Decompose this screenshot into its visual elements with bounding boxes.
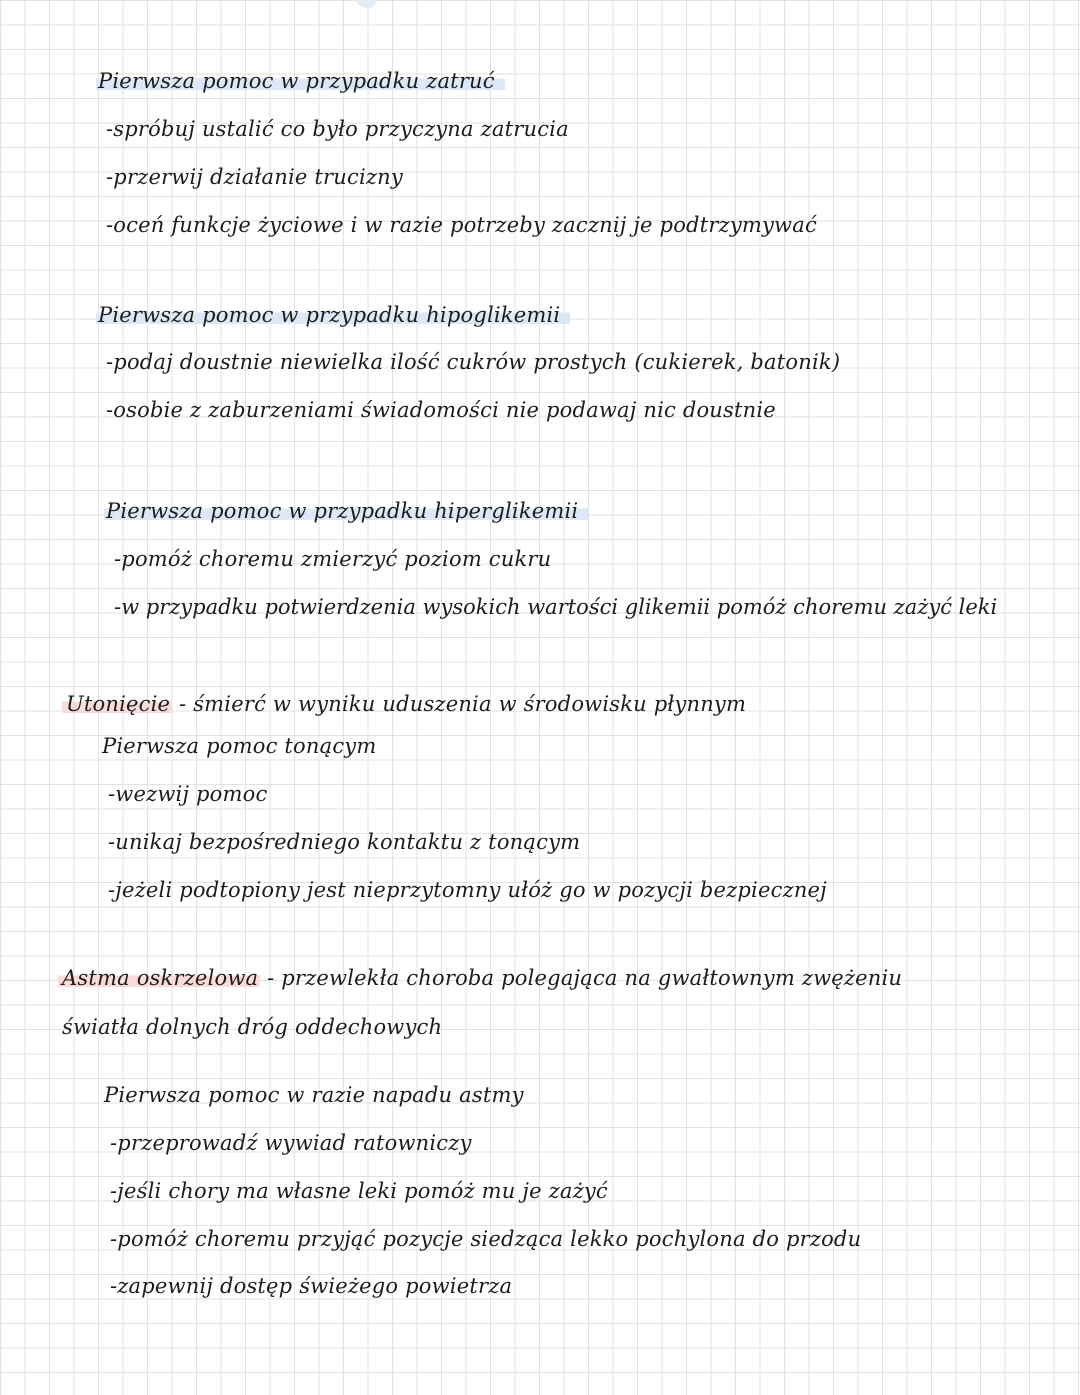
section-heading-drowning: Pierwsza pomoc tonącym bbox=[102, 734, 377, 758]
term-highlight: Utonięcie bbox=[62, 692, 172, 716]
decorative-dot bbox=[357, 0, 377, 8]
list-item: -unikaj bezpośredniego kontaktu z tonącym bbox=[108, 830, 581, 854]
list-item: -przeprowadź wywiad ratowniczy bbox=[110, 1131, 472, 1155]
section-heading-hyperglycemia bbox=[108, 496, 588, 526]
heading-highlight: Pierwsza pomoc w przypadku hipoglikemii bbox=[96, 303, 570, 327]
heading-highlight: Pierwsza pomoc w przypadku hiperglikemii bbox=[104, 499, 588, 523]
list-item: -jeśli chory ma własne leki pomóż mu je zażyć bbox=[110, 1179, 608, 1203]
list-item: -spróbuj ustalić co było przyczyna zatrucia bbox=[106, 117, 569, 141]
heading-highlight: Pierwsza pomoc w przypadku zatruć bbox=[96, 69, 505, 93]
list-item: -podaj doustnie niewielka ilość cukrów prostych (cukierek, batonik) bbox=[106, 350, 841, 374]
list-item: -przerwij działanie trucizny bbox=[106, 165, 403, 189]
list-item: -wezwij pomoc bbox=[108, 782, 268, 806]
list-item: -w przypadku potwierdzenia wysokich wartości glikemii pomóż choremu zażyć leki bbox=[114, 595, 998, 619]
section-heading-asthma: Pierwsza pomoc w razie napadu astmy bbox=[104, 1083, 524, 1107]
list-item: -pomóż choremu zmierzyć poziom cukru bbox=[114, 547, 552, 571]
definition-continuation: światła dolnych dróg oddechowych bbox=[62, 1015, 443, 1039]
definition-drowning bbox=[66, 689, 746, 719]
list-item: -oceń funkcje życiowe i w razie potrzeby zacznij je podtrzymywać bbox=[106, 213, 817, 237]
definition-text: - śmierć w wyniku uduszenia w środowisku płynnym bbox=[172, 692, 747, 716]
list-item: -zapewnij dostęp świeżego powietrza bbox=[110, 1274, 513, 1298]
list-item: -osobie z zaburzeniami świadomości nie podawaj nic doustnie bbox=[106, 398, 776, 422]
term-highlight: Astma oskrzelowa bbox=[58, 966, 260, 990]
section-heading-poisoning bbox=[100, 66, 505, 96]
list-item: -pomóż choremu przyjąć pozycje siedząca lekko pochylona do przodu bbox=[110, 1227, 862, 1251]
definition-asthma bbox=[62, 963, 902, 993]
list-item: -jeżeli podtopiony jest nieprzytomny ułóż go w pozycji bezpiecznej bbox=[108, 878, 827, 902]
section-heading-hypoglycemia bbox=[100, 300, 570, 330]
definition-text: - przewlekła choroba polegająca na gwałtownym zwężeniu bbox=[260, 966, 903, 990]
